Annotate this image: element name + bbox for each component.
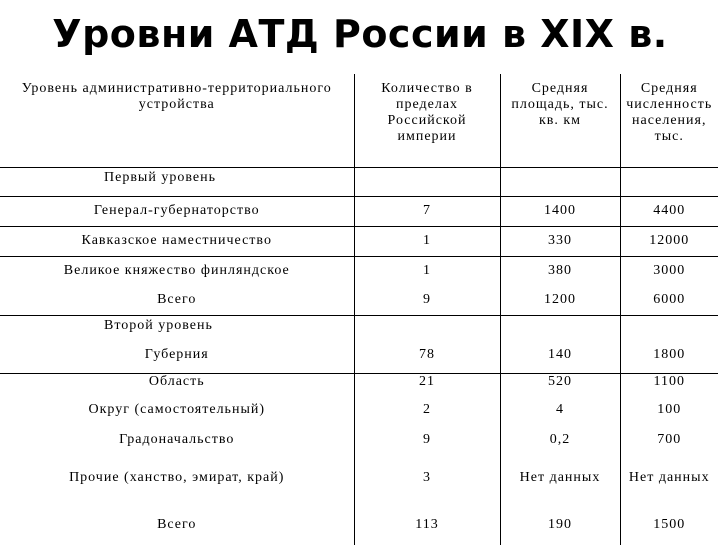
row-name: Всего — [157, 517, 197, 532]
row-area: 140 — [500, 337, 620, 373]
row-population: 6000 — [620, 285, 718, 315]
row-count: 21 — [354, 373, 500, 390]
table-row — [0, 450, 718, 505]
table-row — [0, 256, 718, 285]
row-population: 3000 — [620, 256, 718, 285]
row-area: 330 — [500, 226, 620, 256]
table-row — [0, 337, 718, 373]
row-area: 190 — [500, 505, 620, 545]
row-count: 1 — [354, 256, 500, 285]
row-area: Нет данных — [500, 450, 620, 505]
section-label: Первый уровень — [0, 167, 354, 196]
table-row — [0, 390, 718, 430]
row-area: 1400 — [500, 196, 620, 226]
table-row — [0, 226, 718, 256]
table-row — [0, 196, 718, 226]
row-count: 78 — [354, 337, 500, 373]
row-count: 1 — [354, 226, 500, 256]
table-row-total — [0, 505, 718, 545]
row-population: 700 — [620, 430, 718, 450]
section-row-first-level — [0, 167, 718, 196]
row-area: 1200 — [500, 285, 620, 315]
row-count: 7 — [354, 196, 500, 226]
table-row — [0, 373, 718, 390]
row-name: Округ (самостоятельный) — [88, 402, 265, 417]
row-name: Великое княжество финляндское — [63, 262, 290, 278]
row-name: Губерния — [0, 337, 354, 373]
row-population: 100 — [620, 390, 718, 430]
row-name: Область — [148, 373, 205, 389]
row-name: Прочие (ханство, эмират, край) — [69, 470, 285, 485]
row-area: 520 — [500, 373, 620, 390]
row-name: Всего — [0, 285, 354, 315]
header-level: Уровень административно-территориального устройства — [0, 74, 354, 167]
row-population: 12000 — [620, 226, 718, 256]
row-count: 3 — [354, 450, 500, 505]
row-area: 380 — [500, 256, 620, 285]
header-count: Количество в пределах Российской империи — [354, 74, 500, 167]
row-area: 4 — [500, 390, 620, 430]
header-population: Средняя численность населения, тыс. — [620, 74, 718, 167]
row-count: 2 — [354, 390, 500, 430]
row-name: Кавказское наместничество — [0, 226, 354, 256]
table-header-row — [0, 74, 718, 167]
row-population: 1100 — [620, 373, 718, 390]
atd-levels-table — [0, 74, 718, 545]
row-count: 9 — [354, 285, 500, 315]
header-area: Средняя площадь, тыс. кв. км — [500, 74, 620, 167]
row-population: Нет данных — [620, 450, 718, 505]
section-label: Второй уровень — [104, 317, 213, 333]
row-area: 0,2 — [500, 430, 620, 450]
table-row-total — [0, 285, 718, 315]
table-row — [0, 430, 718, 450]
slide-title: Уровни АТД России в XIX в. — [52, 12, 668, 56]
row-count: 113 — [354, 505, 500, 545]
section-row-second-level — [0, 315, 718, 337]
row-count: 9 — [354, 430, 500, 450]
row-population: 1800 — [620, 337, 718, 373]
row-name: Генерал-губернаторство — [0, 196, 354, 226]
row-name: Градоначальство — [119, 432, 235, 447]
row-population: 1500 — [620, 505, 718, 545]
row-population: 4400 — [620, 196, 718, 226]
